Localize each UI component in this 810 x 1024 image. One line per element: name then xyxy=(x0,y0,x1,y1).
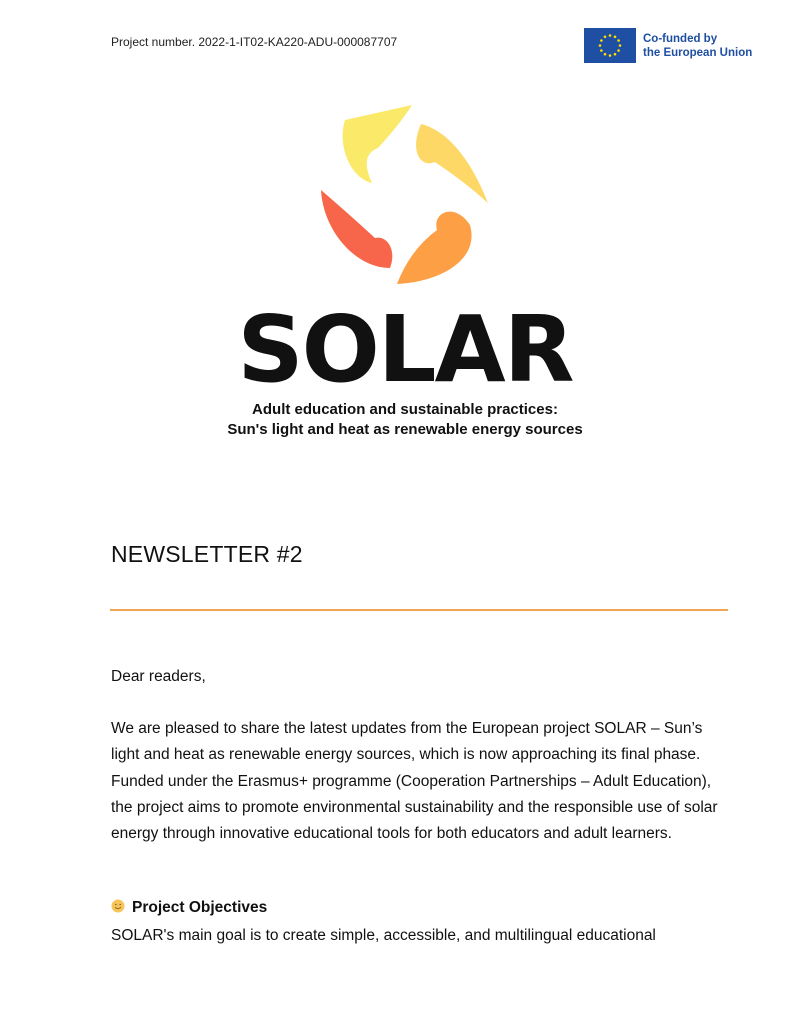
eu-text-line1: Co-funded by xyxy=(643,32,718,45)
solar-sun-logo-icon xyxy=(315,100,495,295)
eu-cofunded-badge xyxy=(584,28,752,63)
newsletter-title: NEWSLETTER #2 xyxy=(111,541,303,567)
project-number: Project number. 2022-1-IT02-KA220-ADU-000087707 xyxy=(111,35,398,49)
eu-flag-icon xyxy=(584,28,636,63)
objectives-text: SOLAR's main goal is to create simple, accessible, and multilingual educational xyxy=(111,927,656,944)
tagline-line2: Sun's light and heat as renewable energy sources xyxy=(227,421,583,438)
logo-tagline xyxy=(0,400,810,440)
eu-cofunded-text xyxy=(643,32,752,60)
greeting-text: Dear readers, xyxy=(111,668,206,685)
section-divider xyxy=(110,609,728,611)
intro-paragraph: We are pleased to share the latest updates from the European project SOLAR – Sun’s light and heat as renewable energy sources, which is now approaching its final phase. Funded under the Erasmus+ programme (Cooperation Partnerships – Adult Education), the project aims to promote environmental sustainability and the responsible use of solar energy through innovative educational tools for both educators and adult learners. xyxy=(111,720,718,843)
smiling-face-icon xyxy=(111,899,125,913)
objectives-heading xyxy=(111,899,267,917)
eu-text-line2: the European Union xyxy=(643,46,753,59)
tagline-line1: Adult education and sustainable practices: xyxy=(252,401,558,418)
solar-wordmark: SOLAR xyxy=(237,296,573,403)
objectives-heading-label: Project Objectives xyxy=(132,899,268,916)
